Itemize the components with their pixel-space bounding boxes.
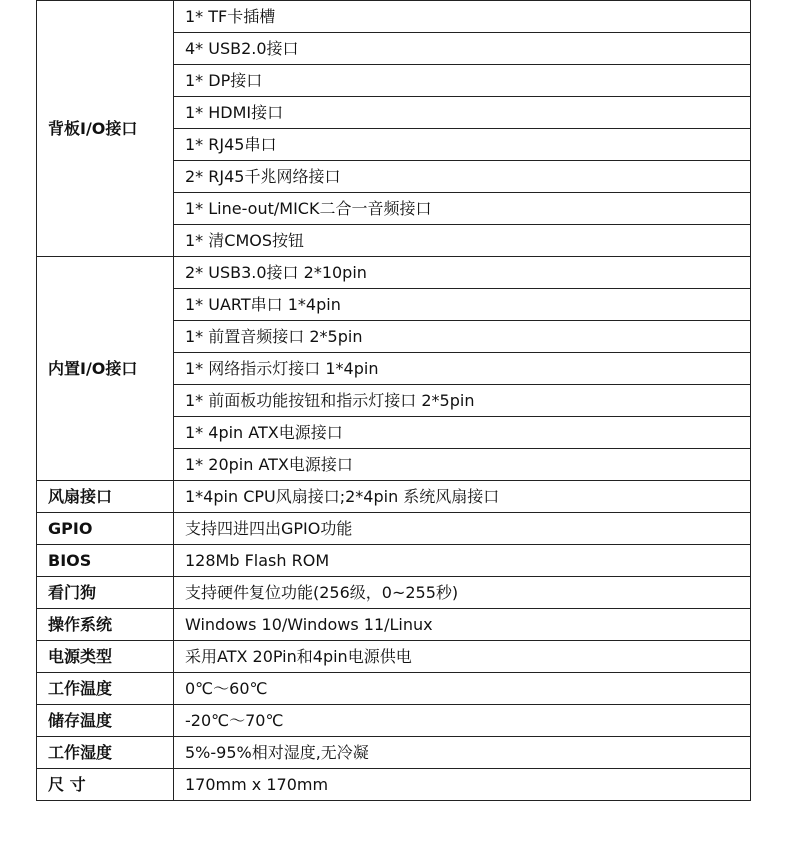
table-row [37,609,751,641]
table-row [37,673,751,705]
table-row [37,705,751,737]
row-label-internal-io: 内置I/O接口 [37,257,174,481]
row-label: 储存温度 [37,705,174,737]
table-row [37,577,751,609]
table-row [37,769,751,801]
row-value: 1*4pin CPU风扇接口;2*4pin 系统风扇接口 [174,481,751,513]
row-value: 支持硬件复位功能(256级，0~255秒) [174,577,751,609]
table-row [37,513,751,545]
table-row [37,481,751,513]
table-row [37,257,751,289]
row-value: 采用ATX 20Pin和4pin电源供电 [174,641,751,673]
table-row [37,545,751,577]
row-value: 1* UART串口 1*4pin [174,289,751,321]
row-value: 170mm x 170mm [174,769,751,801]
row-value: 1* TF卡插槽 [174,1,751,33]
table-row [37,1,751,33]
row-label: 看门狗 [37,577,174,609]
row-value: 5%-95%相对湿度,无冷凝 [174,737,751,769]
row-value: 1* 20pin ATX电源接口 [174,449,751,481]
row-value: 1* RJ45串口 [174,129,751,161]
row-label: GPIO [37,513,174,545]
row-label: BIOS [37,545,174,577]
row-value: 1* HDMI接口 [174,97,751,129]
row-value: 1* 清CMOS按钮 [174,225,751,257]
row-value: 支持四进四出GPIO功能 [174,513,751,545]
row-label: 风扇接口 [37,481,174,513]
row-value: 1* 前面板功能按钮和指示灯接口 2*5pin [174,385,751,417]
row-label: 工作温度 [37,673,174,705]
row-value: 1* DP接口 [174,65,751,97]
row-label: 尺 寸 [37,769,174,801]
row-value: 2* USB3.0接口 2*10pin [174,257,751,289]
row-value: -20℃～70℃ [174,705,751,737]
spec-table [36,0,751,801]
row-value: 4* USB2.0接口 [174,33,751,65]
row-label: 电源类型 [37,641,174,673]
row-value: 1* 网络指示灯接口 1*4pin [174,353,751,385]
table-row [37,641,751,673]
row-value: 1* Line-out/MICK二合一音频接口 [174,193,751,225]
row-label-rear-io: 背板I/O接口 [37,1,174,257]
row-value: 2* RJ45千兆网络接口 [174,161,751,193]
table-row [37,737,751,769]
row-value: 1* 前置音频接口 2*5pin [174,321,751,353]
row-value: 1* 4pin ATX电源接口 [174,417,751,449]
row-value: 0℃～60℃ [174,673,751,705]
row-label: 工作湿度 [37,737,174,769]
row-value: 128Mb Flash ROM [174,545,751,577]
row-label: 操作系统 [37,609,174,641]
row-value: Windows 10/Windows 11/Linux [174,609,751,641]
